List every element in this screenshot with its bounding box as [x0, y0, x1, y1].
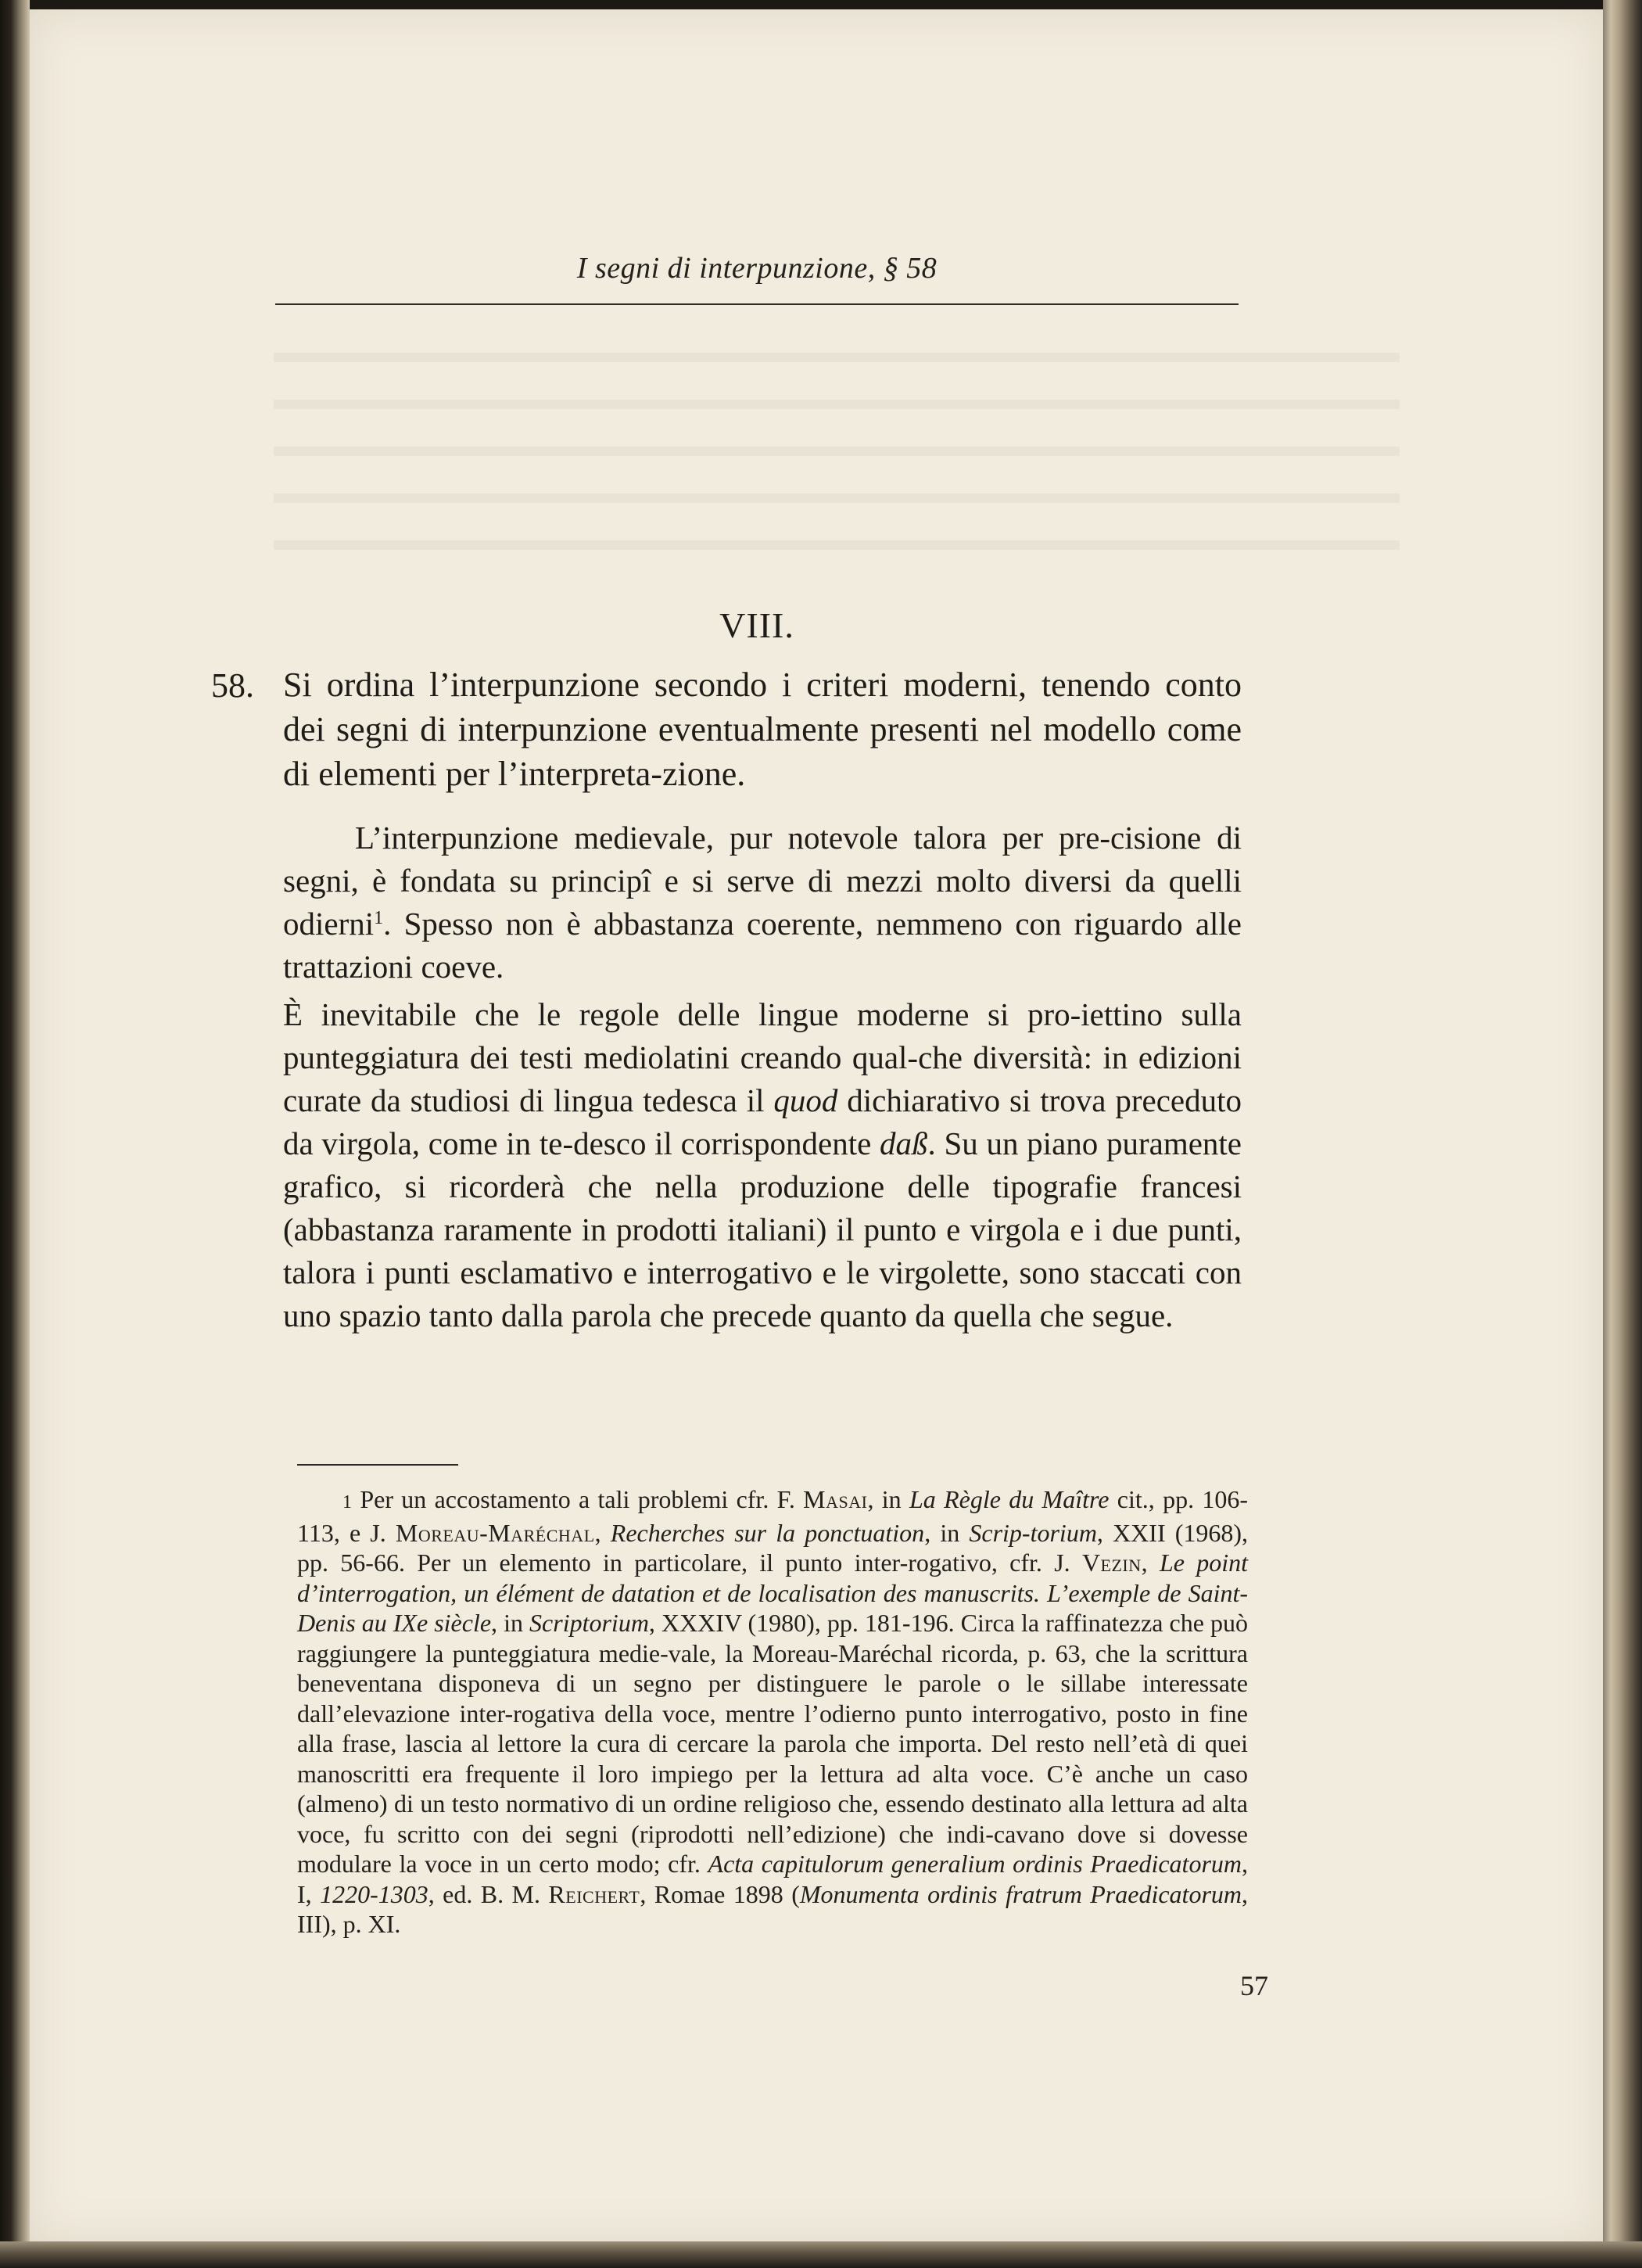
- paragraph-text: L’interpunzione medievale, pur notevole talora per pre-cisione di segni, è fondata su principî e si serve di mezzi molto diversi da quelli odierni: [283, 820, 1242, 942]
- section-number: 58.: [211, 666, 254, 705]
- paragraph-text: dichiarativo si trova preceduto da virgola, come in te-desco il corrispondente: [283, 1082, 1242, 1161]
- footnote-separator: [297, 1464, 458, 1466]
- footnote-text: , in: [867, 1485, 909, 1513]
- book-gutter-edge: [0, 0, 30, 2268]
- work-title: Monumenta ordinis fratrum Praedicatorum: [799, 1879, 1242, 1908]
- paragraph-text: È inevitabile che le regole delle lingue moderne si pro-iettino sulla punteggiatura dei testi mediolatini creando qual-che diversità: in edizioni curate da studiosi di lingua tedesca il: [283, 996, 1242, 1118]
- work-title: La Règle du Maître: [909, 1485, 1110, 1513]
- running-header: [275, 249, 1239, 305]
- author-name: Masai: [803, 1485, 868, 1513]
- footnote-mark: 1: [342, 1492, 352, 1513]
- footnote-text: , XXXIV (1980), pp. 181-196. Circa la raffinatezza che può raggiungere la punteggiatura medie-vale, la Moreau-Maréchal ricorda, p. 63, che la scrittura beneventana disponeva di un segno per distinguere le parole o le sillabe interessate dall’elevazione inter-rogativa della voce, mentre l’odierno punto interrogativo, posto in fine alla frase, lascia al lettore la cura di cercare la parola che importa. Del resto nell’età di quei manoscritti era frequente il loro impiego per la lettura ad alta voce. C’è anche un caso (almeno) di un testo normativo di un ordine religioso che, essendo destinato alla lettura ad alta voce, fu scritto con dei segni (riprodotti nell’edizione) che indi-cavano dove si dovesse modulare la voce in un certo modo; cfr.: [297, 1609, 1249, 1878]
- footnote-1: [297, 1484, 1248, 1940]
- author-name: Moreau-Maréchal: [395, 1518, 595, 1547]
- footnote-reference: 1: [374, 908, 384, 928]
- footnote-text: , ed. B. M.: [428, 1879, 549, 1908]
- footnotes: [297, 1484, 1248, 1940]
- author-name: Reichert: [548, 1879, 640, 1908]
- paragraph-modern-languages: [283, 993, 1242, 1337]
- page-number: 57: [1240, 1970, 1268, 2001]
- footnote-text: , I,: [297, 1850, 1249, 1908]
- footnote-text: , III), p. XI.: [297, 1879, 1249, 1938]
- chapter-heading: VIII.: [719, 605, 794, 645]
- section-body: [283, 662, 1242, 1337]
- italic-term: quod: [773, 1082, 838, 1118]
- section-rule: Si ordina l’interpunzione secondo i criteri moderni, tenendo conto dei segni di interpunzione eventualmente presenti nel modello come di elementi per l’interpreta-zione.: [283, 666, 1242, 793]
- paragraph-text: . Spesso non è abbastanza coerente, nemmeno con riguardo alle trattazioni coeve.: [283, 906, 1242, 985]
- footnote-text: , XXII (1968), pp. 56-66. Per un elemento in particolare, il punto inter-rogativo, cfr. J.: [297, 1518, 1249, 1577]
- work-title: Acta capitulorum generalium ordinis Praedicatorum: [708, 1850, 1242, 1878]
- book-bottom-edge: [0, 2241, 1642, 2268]
- work-title: Recherches sur la ponctuation: [610, 1518, 925, 1547]
- italic-term: daß: [880, 1125, 928, 1161]
- footnote-text: ,: [594, 1518, 611, 1547]
- footnote-text: , in: [491, 1609, 530, 1637]
- footnote-text: Per un accostamento a tali problemi cfr. F.: [360, 1485, 804, 1513]
- show-through-texture: ▬▬▬▬▬▬▬▬▬▬▬▬▬▬▬▬▬▬▬▬▬▬▬▬▬▬▬▬▬▬▬▬▬▬▬▬ ▬▬▬▬▬▬▬▬▬▬▬▬▬▬▬▬▬▬▬▬▬▬▬▬▬▬▬▬▬▬▬▬▬▬▬▬ ▬▬▬▬▬▬▬▬▬▬▬▬▬▬▬▬▬▬▬▬▬▬▬▬▬▬▬▬▬▬▬▬▬▬▬▬ ▬▬▬▬▬▬▬▬▬▬▬▬▬▬▬▬▬▬▬▬▬▬▬▬▬▬▬▬▬▬▬▬▬▬▬▬ ▬▬▬▬▬▬▬▬▬▬▬▬▬▬▬▬▬▬▬▬▬▬▬▬▬▬▬▬▬▬▬▬▬▬▬▬: [274, 334, 1400, 557]
- work-title: Scrip-torium: [969, 1518, 1097, 1547]
- book-fore-edge: [1603, 0, 1642, 2268]
- footnote-text: cit., pp. 106-113, e J.: [297, 1485, 1249, 1547]
- paragraph-text: . Su un piano puramente grafico, si ricorderà che nella produzione delle tipografie francesi (abbastanza raramente in prodotti italiani) il punto e virgola e i due punti, talora i punti esclamativo e interrogativo e le virgolette, sono staccati con uno spazio tanto dalla parola che precede quanto da quella che segue.: [283, 1125, 1242, 1333]
- work-title: Scriptorium: [529, 1609, 649, 1637]
- work-title: Le point d’interrogation, un élément de datation et de localisation des manuscrits. L’exemple de Saint-Denis au IXe siècle: [297, 1548, 1249, 1637]
- running-header-title: I segni di interpunzione, § 58: [576, 252, 938, 285]
- work-title: 1220-1303: [320, 1879, 428, 1908]
- paragraph-medieval-punctuation: [283, 816, 1242, 989]
- footnote-text: , in: [924, 1518, 970, 1547]
- author-name: Vezin: [1081, 1548, 1142, 1577]
- footnote-text: , Romae 1898 (: [640, 1879, 800, 1908]
- footnote-text: ,: [1141, 1548, 1160, 1577]
